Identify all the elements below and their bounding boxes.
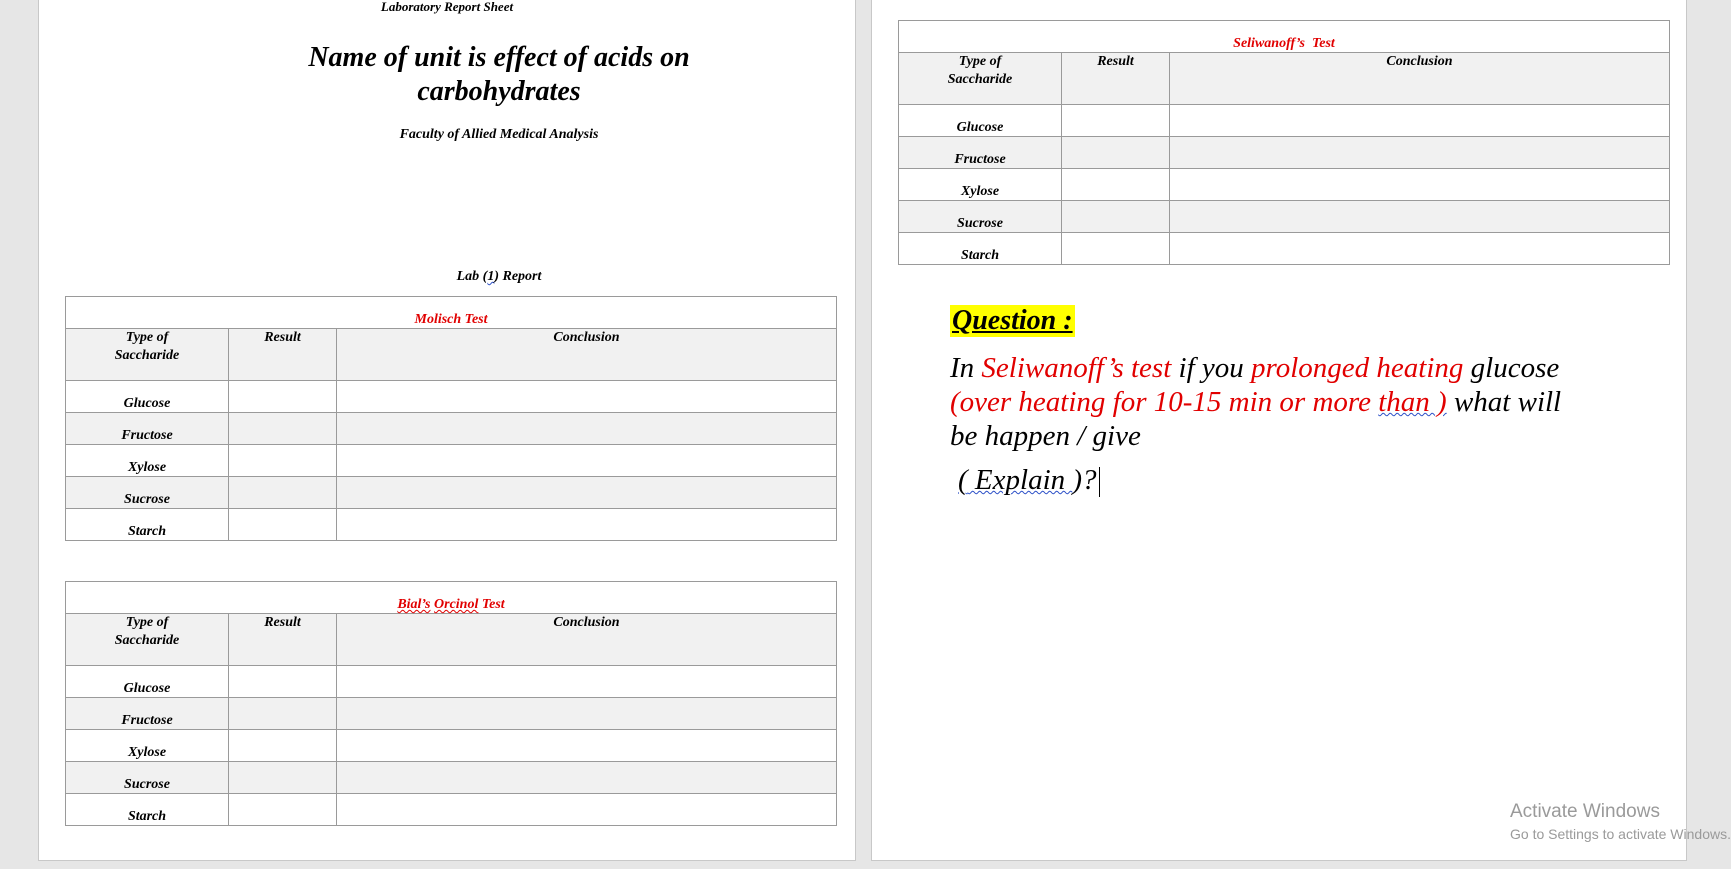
saccharide-name: Glucose [66, 666, 229, 698]
lab-prefix: Lab ( [456, 269, 488, 284]
result-cell[interactable] [229, 477, 337, 509]
result-cell[interactable] [1062, 169, 1170, 201]
result-cell[interactable] [229, 666, 337, 698]
bials-orcinol-test-table [65, 581, 837, 826]
conclusion-cell[interactable] [337, 509, 837, 541]
document-page-left [38, 0, 856, 861]
saccharide-name: Starch [66, 509, 229, 541]
saccharide-name: Starch [899, 233, 1062, 265]
conclusion-cell[interactable] [1170, 169, 1670, 201]
saccharide-name: Glucose [66, 381, 229, 413]
explain-word: Explain [967, 464, 1073, 496]
q-part-glucose: glucose [1463, 352, 1560, 384]
conclusion-cell[interactable] [337, 762, 837, 794]
result-cell[interactable] [1062, 137, 1170, 169]
unit-title [189, 41, 809, 109]
explain-close: )? [1072, 464, 1097, 496]
column-header-result: Result [229, 329, 337, 381]
conclusion-cell[interactable] [1170, 201, 1670, 233]
saccharide-name: Starch [66, 794, 229, 826]
q-part-if-you: if you [1171, 352, 1252, 384]
lab-number: 1 [487, 269, 495, 284]
bial-title-word3: Test [481, 597, 505, 612]
conclusion-cell[interactable] [337, 730, 837, 762]
conclusion-cell[interactable] [337, 698, 837, 730]
lab-report-title [189, 269, 809, 285]
document-page-right [871, 0, 1687, 861]
result-cell[interactable] [229, 413, 337, 445]
conclusion-cell[interactable] [1170, 105, 1670, 137]
watermark-subtitle: Go to Settings to activate Windows. [1510, 826, 1731, 842]
faculty-name: Faculty of Allied Medical Analysis [399, 127, 599, 142]
molisch-test-title: Molisch Test [66, 297, 837, 329]
column-header-conclusion: Conclusion [337, 614, 837, 666]
conclusion-cell[interactable] [1170, 233, 1670, 265]
saccharide-name: Xylose [899, 169, 1062, 201]
saccharide-name: Glucose [899, 105, 1062, 137]
lab-suffix: ) Report [494, 269, 542, 284]
column-header-conclusion: Conclusion [1170, 53, 1670, 105]
q-part-seliwanoff: Seliwanoff’s test [981, 352, 1172, 384]
conclusion-cell[interactable] [337, 381, 837, 413]
saccharide-name: Xylose [66, 730, 229, 762]
text-cursor [1099, 467, 1100, 497]
saccharide-name: Sucrose [899, 201, 1062, 233]
unit-title-line2: carbohydrates [417, 76, 581, 107]
conclusion-cell[interactable] [1170, 137, 1670, 169]
column-header-result: Result [229, 614, 337, 666]
column-header-type: Type of Saccharide [66, 614, 229, 666]
q-part-than: than ) [1378, 386, 1447, 418]
bials-orcinol-test-title [66, 582, 837, 614]
column-header-type: Type of Saccharide [899, 53, 1062, 105]
conclusion-cell[interactable] [337, 666, 837, 698]
seliwanoffs-test-table [898, 20, 1670, 265]
saccharide-name: Fructose [66, 413, 229, 445]
question-label: Question : [952, 305, 1073, 336]
question-text[interactable] [950, 351, 1590, 453]
column-header-conclusion: Conclusion [337, 329, 837, 381]
watermark-title: Activate Windows [1510, 801, 1660, 822]
column-header-result: Result [1062, 53, 1170, 105]
saccharide-name: Fructose [66, 698, 229, 730]
report-sheet-header: Laboratory Report Sheet [380, 0, 514, 14]
seliwanoffs-test-title: Seliwanoff’s Test [899, 21, 1670, 53]
conclusion-cell[interactable] [337, 445, 837, 477]
result-cell[interactable] [229, 445, 337, 477]
bial-title-word1: Bial’s [397, 597, 431, 612]
conclusion-cell[interactable] [337, 477, 837, 509]
result-cell[interactable] [229, 794, 337, 826]
q-part-over-heating: (over heating for 10-15 min or more [950, 386, 1379, 418]
result-cell[interactable] [1062, 201, 1170, 233]
saccharide-name: Sucrose [66, 762, 229, 794]
result-cell[interactable] [229, 730, 337, 762]
bial-title-word2: Orcinol [434, 597, 479, 612]
conclusion-cell[interactable] [337, 413, 837, 445]
result-cell[interactable] [229, 762, 337, 794]
q-part-prolonged-heating: prolonged heating [1251, 352, 1464, 384]
q-part-what-will: what will be happen / give [950, 386, 1562, 452]
explain-open: ( [958, 464, 968, 496]
activate-windows-watermark [1510, 800, 1731, 844]
explain-line[interactable] [958, 464, 1100, 497]
result-cell[interactable] [229, 698, 337, 730]
saccharide-name: Xylose [66, 445, 229, 477]
conclusion-cell[interactable] [337, 794, 837, 826]
q-part-in: In [950, 352, 982, 384]
result-cell[interactable] [1062, 233, 1170, 265]
molisch-test-table [65, 296, 837, 541]
saccharide-name: Sucrose [66, 477, 229, 509]
column-header-type: Type of Saccharide [66, 329, 229, 381]
saccharide-name: Fructose [899, 137, 1062, 169]
result-cell[interactable] [229, 509, 337, 541]
result-cell[interactable] [229, 381, 337, 413]
result-cell[interactable] [1062, 105, 1170, 137]
unit-title-line1: Name of unit is effect of acids on [308, 42, 690, 73]
